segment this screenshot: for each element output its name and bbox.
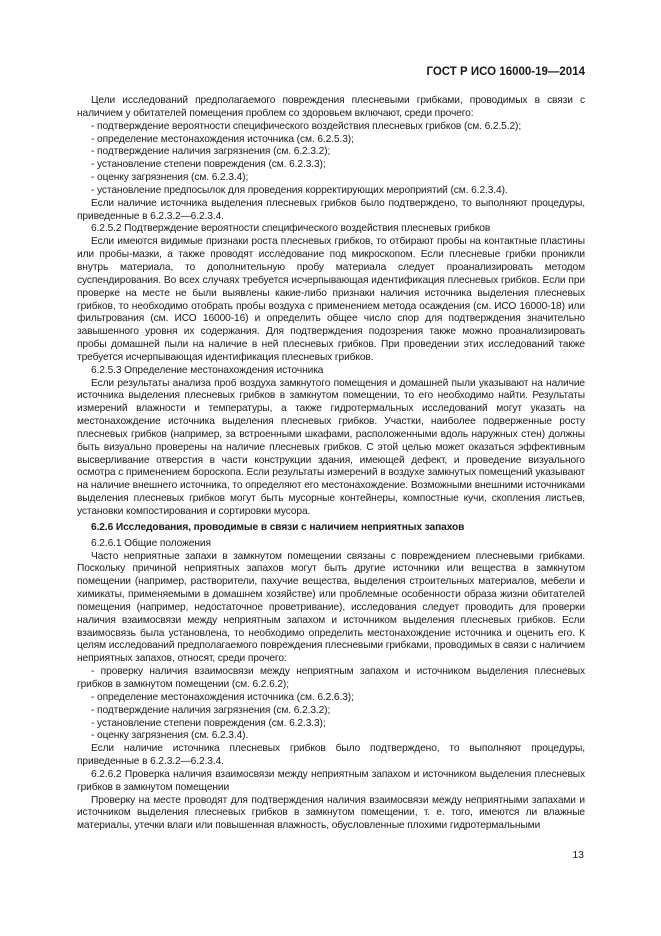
paragraph: Цели исследований предполагаемого повреждения плесневыми грибками, проводимых в связи с наличием у обитателей помещения проблем со здоровьем включают, среди прочего:	[77, 95, 585, 119]
standard-code-header: ГОСТ Р ИСО 16000-19—2014	[426, 66, 585, 78]
paragraph: - установление степени повреждения (см. 6.2.3.3);	[91, 717, 326, 729]
paragraph: - установление степени повреждения (см. 6.2.3.3);	[91, 159, 326, 171]
paragraph: - проверку наличия взаимосвязи между неприятным запахом и источником выделения плесневых грибков в замкнутом помещении (см. 6.2.6.2);	[77, 666, 585, 690]
paragraph: Если имеются видимые признаки роста плесневых грибков, то отбирают пробы на контактные пластины или пробы-мазки, а также проводят исследование под микроскопом. Если плесневые грибки проникли внутрь материала, то дополнительную пробу материала следует проанализировать методом суспендирования. Во всех случаях требуется исчерпывающая идентификация плесневых грибков. Если при проверке на месте не были выявлены какие-либо признаки наличия источника выделения плесневых грибков, то необходимо отобрать пробы воздуха с применением метода осаждения (см. ИСО 16000-18) или фильтрования (см. ИСО 16000-16) и определить общее число спор для подтверждения значительно завышенного уровня их содержания. Для подтверждения подозрения также можно проанализировать пробы домашней пыли на наличие в ней плесневых грибков. При проведении этих исследований также требуется исчерпывающая идентификация плесневых грибков.	[77, 236, 585, 363]
paragraph: Если результаты анализа проб воздуха замкнутого помещения и домашней пыли указывают на наличие источника выделения плесневых грибков в замкнутом помещении, то его необходимо найти. Результаты измерений влажности и температуры, а также гидротермальных исследований могут указать на местонахождение источника выделения плесневых грибков. Участки, наиболее подверженные росту плесневых грибков (например, за встроенными шкафами, расположенными вдоль наружных стен) должны быть визуально проверены на наличие плесневых грибков. С этой целью может оказаться эффективным высверливание отверстия в части конструкции здания, имеющей дефект, и проведение визуального осмотра с применением бороскопа. Если результаты измерений в воздухе замкнутых помещений указывают на наличие внешнего источника, то определяют его местонахождение. Возможными внешними источниками выделения плесневых грибков могут быть мусорные контейнеры, компостные кучи, скопления листьев, установки компостирования и сортировки мусора.	[77, 377, 585, 517]
document-body	[77, 95, 585, 833]
paragraph: - определение местонахождения источника (см. 6.2.6.3);	[91, 691, 354, 703]
paragraph: Проверку на месте проводят для подтверждения наличия взаимосвязи между неприятными запахами и источником выделения плесневых грибков в замкнутом помещении, т. е. того, имеются ли влажные материалы, утечки влаги или повышенная влажность, обусловленные плохими гидротермальными	[77, 794, 585, 832]
paragraph: 6.2.5.3 Определение местонахождения источника	[91, 364, 324, 376]
paragraph: - подтверждение вероятности специфического воздействия плесневых грибков (см. 6.2.5.2);	[91, 120, 522, 132]
paragraph: - оценку загрязнения (см. 6.2.3.4);	[91, 172, 249, 184]
paragraph: - установление предпосылок для проведения корректирующих мероприятий (см. 6.2.3.4).	[91, 184, 508, 196]
paragraph: - определение местонахождения источника (см. 6.2.5.3);	[91, 133, 354, 145]
paragraph: - подтверждение наличия загрязнения (см. 6.2.3.2);	[91, 704, 331, 716]
page-number: 13	[572, 849, 584, 861]
paragraph: 6.2.6.2 Проверка наличия взаимосвязи между неприятным запахом и источником выделения плесневых грибков в замкнутом помещении	[77, 768, 585, 793]
paragraph: Если наличие источника выделения плесневых грибков было подтверждено, то выполняют процедуры, приведенные в 6.2.3.2—6.2.3.4.	[77, 197, 585, 222]
paragraph: 6.2.6.1 Общие положения	[91, 537, 211, 549]
section-heading: 6.2.6 Исследования, проводимые в связи с наличием неприятных запахов	[91, 521, 465, 533]
paragraph: 6.2.5.2 Подтверждение вероятности специфического воздействия плесневых грибков	[91, 223, 491, 235]
paragraph: - оценку загрязнения (см. 6.2.3.4).	[91, 730, 249, 742]
paragraph: Часто неприятные запахи в замкнутом помещении связаны с повреждением плесневыми грибками. Поскольку причиной неприятных запахов могут быть другие источники или вещества в замкнутом помещении (например, растворители, пахучие вещества, выделения строительных материалов, мебели и химикаты, применяемыми в домашнем хозяйстве) или проблемные особенности образа жизни обитателей помещения (например, недостаточное проветривание), исследования следует проводить для проверки наличия взаимосвязи между неприятным запахом и источником выделения плесневых грибков. Если взаимосвязь была установлена, то необходимо определить местонахождение источника и оценить его. К целям исследований предполагаемого повреждения плесневыми грибками, проводимых в связи с наличием неприятных запахов, относят, среди прочего:	[77, 550, 585, 665]
paragraph: Если наличие источника плесневых грибков было подтверждено, то выполняют процедуры, приведенные в 6.2.3.2—6.2.3.4.	[77, 743, 585, 768]
paragraph: - подтверждение наличия загрязнения (см. 6.2.3.2);	[91, 146, 331, 158]
